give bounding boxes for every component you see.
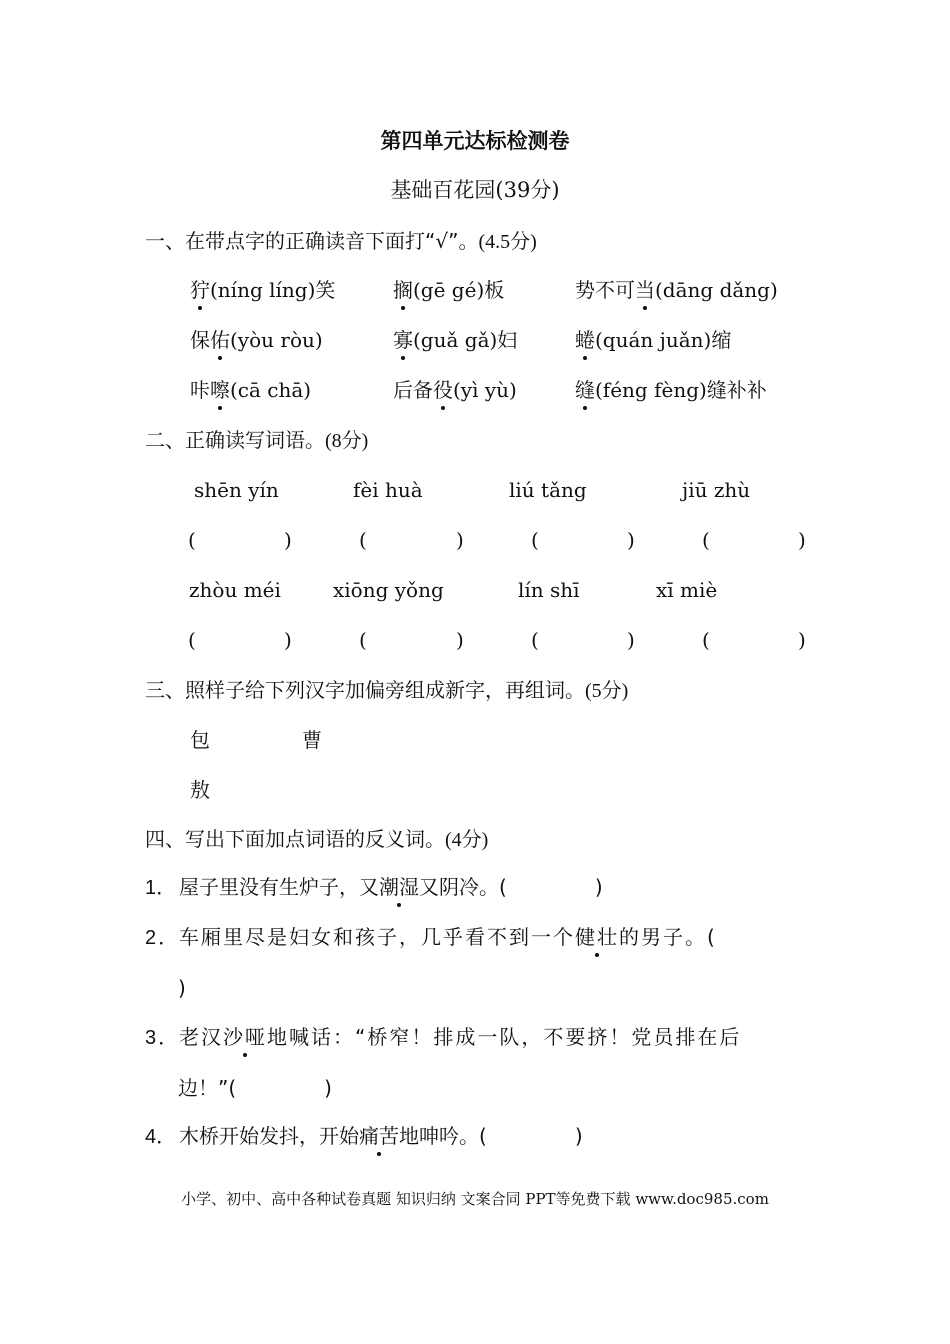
answer-close-paren: ): [627, 528, 635, 552]
answer-close-paren: ): [284, 628, 292, 652]
pinyin-word: lín shī: [518, 578, 580, 602]
section-1-text: 一、在带点字的正确读音下面打“√”。: [145, 229, 479, 253]
pinyin-item: 保佑(yòu ròu): [190, 328, 323, 352]
pinyin-item: 狞(níng líng)笑: [190, 278, 336, 302]
pinyin-word: jiū zhù: [682, 478, 751, 502]
question-4: 4． 木桥开始发抖，开始痛苦地呻吟。( ): [145, 1124, 583, 1148]
question-3: 3．老汉沙哑地喊话：“桥窄！排成一队，不要挤！党员排在后: [145, 1025, 742, 1049]
answer-open-paren: (: [359, 528, 367, 552]
question-2-close: ): [178, 976, 186, 1000]
section-4-heading: 四、写出下面加点词语的反义词。(4分): [145, 827, 489, 851]
answer-open-paren: (: [359, 628, 367, 652]
pinyin-item: 咔嚓(cā chā): [190, 378, 312, 402]
answer-open-paren: (: [702, 528, 710, 552]
pinyin-word: liú tǎng: [509, 478, 587, 502]
pinyin-item: 搁(gē gé)板: [393, 278, 505, 302]
question-3-line2: 边！”( ): [178, 1076, 332, 1100]
section-1-heading: [145, 231, 537, 252]
question-1: 1． 屋子里没有生炉子，又潮湿又阴冷。( ): [145, 875, 603, 899]
base-character: 敖: [190, 778, 210, 802]
section-1-points: (4.5分): [478, 231, 537, 253]
section-2-heading: 二、正确读写词语。(8分): [145, 428, 369, 452]
page-title: 第四单元达标检测卷: [380, 129, 570, 153]
answer-open-paren: (: [531, 528, 539, 552]
pinyin-word: shēn yín: [194, 478, 279, 502]
pinyin-item: 寡(guǎ gǎ)妇: [393, 328, 518, 352]
pinyin-word: zhòu méi: [189, 578, 281, 602]
pinyin-item: 缝(féng fèng)缝补补: [575, 378, 767, 402]
answer-close-paren: ): [456, 528, 464, 552]
footer-note: 小学、初中、高中各种试卷真题 知识归纳 文案合同 PPT等免费下载 www.doc985.com: [181, 1190, 769, 1208]
section-3-heading: 三、照样子给下列汉字加偏旁组成新字，再组词。(5分): [145, 678, 629, 702]
base-character: 包: [190, 728, 210, 752]
page-subtitle: 基础百花园(39分): [390, 178, 560, 202]
answer-open-paren: (: [188, 528, 196, 552]
pinyin-word: xī miè: [656, 578, 718, 602]
base-character: 曹: [302, 728, 322, 752]
pinyin-item: 势不可当(dāng dǎng): [575, 278, 778, 302]
answer-close-paren: ): [798, 528, 806, 552]
question-2: 2．车厢里尽是妇女和孩子，几乎看不到一个健壮的男子。(: [145, 925, 717, 949]
answer-open-paren: (: [702, 628, 710, 652]
pinyin-item: 后备役(yì yù): [393, 378, 517, 402]
answer-open-paren: (: [531, 628, 539, 652]
answer-close-paren: ): [284, 528, 292, 552]
pinyin-item: 蜷(quán juǎn)缩: [575, 328, 732, 352]
pinyin-word: fèi huà: [353, 478, 423, 502]
answer-close-paren: ): [627, 628, 635, 652]
answer-close-paren: ): [798, 628, 806, 652]
pinyin-word: xiōng yǒng: [333, 578, 444, 602]
answer-open-paren: (: [188, 628, 196, 652]
answer-close-paren: ): [456, 628, 464, 652]
